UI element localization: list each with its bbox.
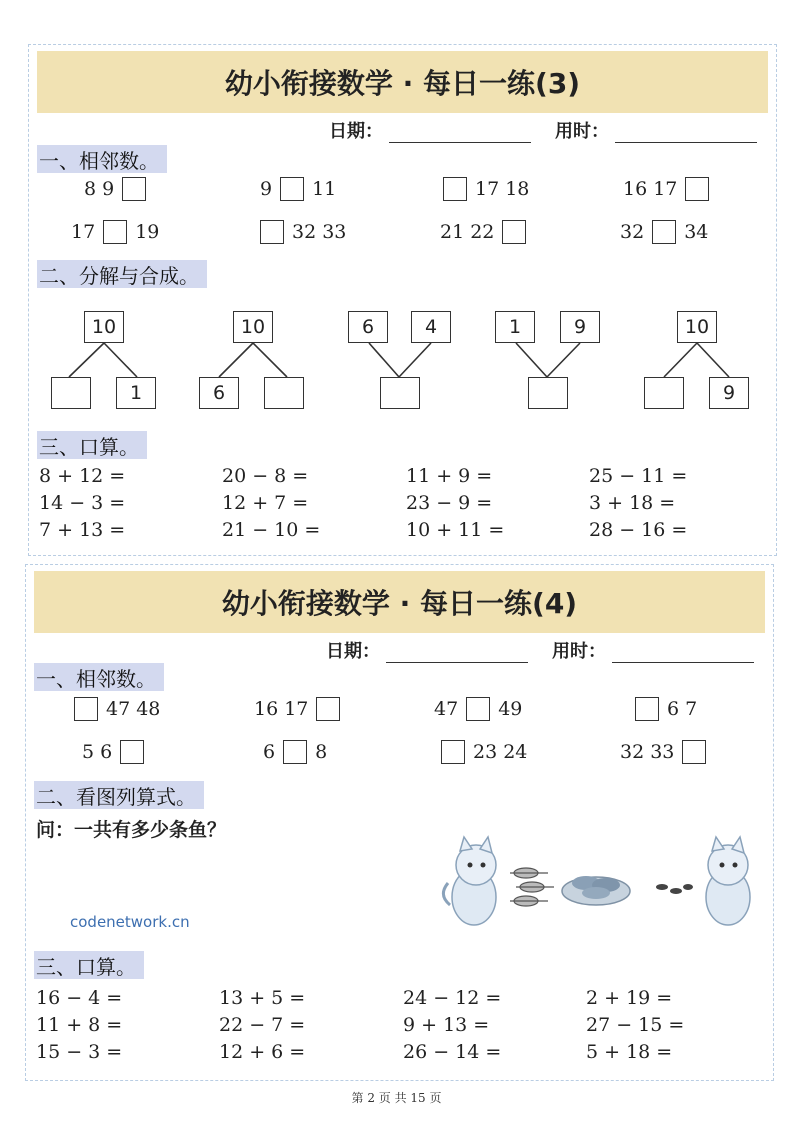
calc-item: 10 + 11 = [406,519,505,541]
tree-top-box: 6 [348,311,388,343]
worksheet-4 [25,564,774,1081]
small-fish-icon [656,884,693,894]
cat-left-icon [443,837,496,925]
calc-item: 11 + 8 = [36,1014,123,1036]
answer-box[interactable] [316,697,340,721]
answer-box[interactable] [682,740,706,764]
calc-item: 14 − 3 = [39,492,126,514]
tree-bottom-box[interactable] [380,377,420,409]
neighbor-item [82,740,144,764]
calc-item: 21 − 10 = [222,519,321,541]
calc-item: 12 + 6 = [219,1041,306,1063]
neighbor-after: 8 [315,741,328,763]
neighbor-before: 32 [620,221,645,243]
date-time-row [326,637,754,663]
date-blank[interactable] [386,644,528,663]
neighbor-before: 47 [434,698,459,720]
calc-item: 9 + 13 = [403,1014,490,1036]
neighbor-after: 19 [135,221,160,243]
tree-top-box: 1 [495,311,535,343]
calc-item: 27 − 15 = [586,1014,685,1036]
date-label: 日期： [329,121,383,142]
worksheet-title: 幼小衔接数学 · 每日一练(4) [34,571,765,633]
tree-top-box: 9 [560,311,600,343]
section-heading: 一、相邻数。 [34,663,164,691]
tree-top-box: 10 [677,311,717,343]
neighbor-after: 17 18 [475,178,530,200]
calc-item: 8 + 12 = [39,465,126,487]
neighbor-before: 17 [71,221,96,243]
neighbor-before: 9 [260,178,273,200]
neighbor-after: 34 [684,221,709,243]
worksheet-title: 幼小衔接数学 · 每日一练(3) [37,51,768,113]
tree-top-box: 10 [84,311,124,343]
neighbor-before: 6 [263,741,276,763]
calc-item: 22 − 7 = [219,1014,306,1036]
neighbor-after: 49 [498,698,523,720]
section-heading: 二、看图列算式。 [34,781,204,809]
answer-box[interactable] [283,740,307,764]
section-heading: 一、相邻数。 [37,145,167,173]
time-label: 用时： [555,121,609,142]
tree-bottom-box[interactable] [644,377,684,409]
calc-item: 16 − 4 = [36,987,123,1009]
calc-item: 7 + 13 = [39,519,126,541]
page-footer: 第 2 页 共 15 页 [351,1091,442,1105]
calc-item: 20 − 8 = [222,465,309,487]
neighbor-item [635,697,697,721]
tree-bottom-box: 9 [709,377,749,409]
date-label: 日期： [326,641,380,662]
tree-bottom-box: 1 [116,377,156,409]
section-heading: 三、口算。 [34,951,144,979]
calc-item: 13 + 5 = [219,987,306,1009]
calc-item: 26 − 14 = [403,1041,502,1063]
calc-item: 2 + 19 = [586,987,673,1009]
neighbor-after: 11 [312,178,337,200]
tree-top-box: 10 [233,311,273,343]
section-heading: 三、口算。 [37,431,147,459]
fish-plate-icon [562,876,630,905]
calc-item: 3 + 18 = [589,492,676,514]
fish-skeletons-icon [510,868,554,906]
neighbor-item [620,740,706,764]
question-text: 问：一共有多少条鱼？ [36,819,227,841]
neighbor-after: 32 33 [292,221,347,243]
neighbor-item [441,740,527,764]
section-heading: 二、分解与合成。 [37,260,207,288]
tree-bottom-box: 6 [199,377,239,409]
answer-box[interactable] [466,697,490,721]
neighbor-after: 23 24 [473,741,528,763]
neighbor-before: 5 6 [82,741,113,763]
neighbor-after: 47 48 [106,698,161,720]
neighbor-before: 16 17 [623,178,678,200]
answer-box[interactable] [441,740,465,764]
neighbor-before: 21 22 [440,221,495,243]
neighbor-item [263,740,327,764]
cat-right-icon [706,837,750,925]
cats-and-fish-illustration [436,835,766,931]
calc-item: 24 − 12 = [403,987,502,1009]
tree-bottom-box[interactable] [264,377,304,409]
tree-bottom-box[interactable] [51,377,91,409]
answer-box[interactable] [74,697,98,721]
neighbor-before: 32 33 [620,741,675,763]
time-blank[interactable] [612,644,754,663]
neighbor-before: 16 17 [254,698,309,720]
calc-item: 11 + 9 = [406,465,493,487]
neighbor-after: 6 7 [667,698,698,720]
time-label: 用时： [552,641,606,662]
calc-item: 25 − 11 = [589,465,688,487]
neighbor-item [74,697,160,721]
calc-item: 15 − 3 = [36,1041,123,1063]
calc-item: 23 − 9 = [406,492,493,514]
watermark-text: codenetwork.cn [70,913,190,931]
calc-item: 5 + 18 = [586,1041,673,1063]
tree-bottom-box[interactable] [528,377,568,409]
calc-item: 28 − 16 = [589,519,688,541]
calc-item: 12 + 7 = [222,492,309,514]
neighbor-item [254,697,340,721]
answer-box[interactable] [120,740,144,764]
answer-box[interactable] [635,697,659,721]
worksheet-3 [28,44,777,556]
neighbor-item [434,697,522,721]
tree-top-box: 4 [411,311,451,343]
neighbor-before: 8 9 [84,178,115,200]
